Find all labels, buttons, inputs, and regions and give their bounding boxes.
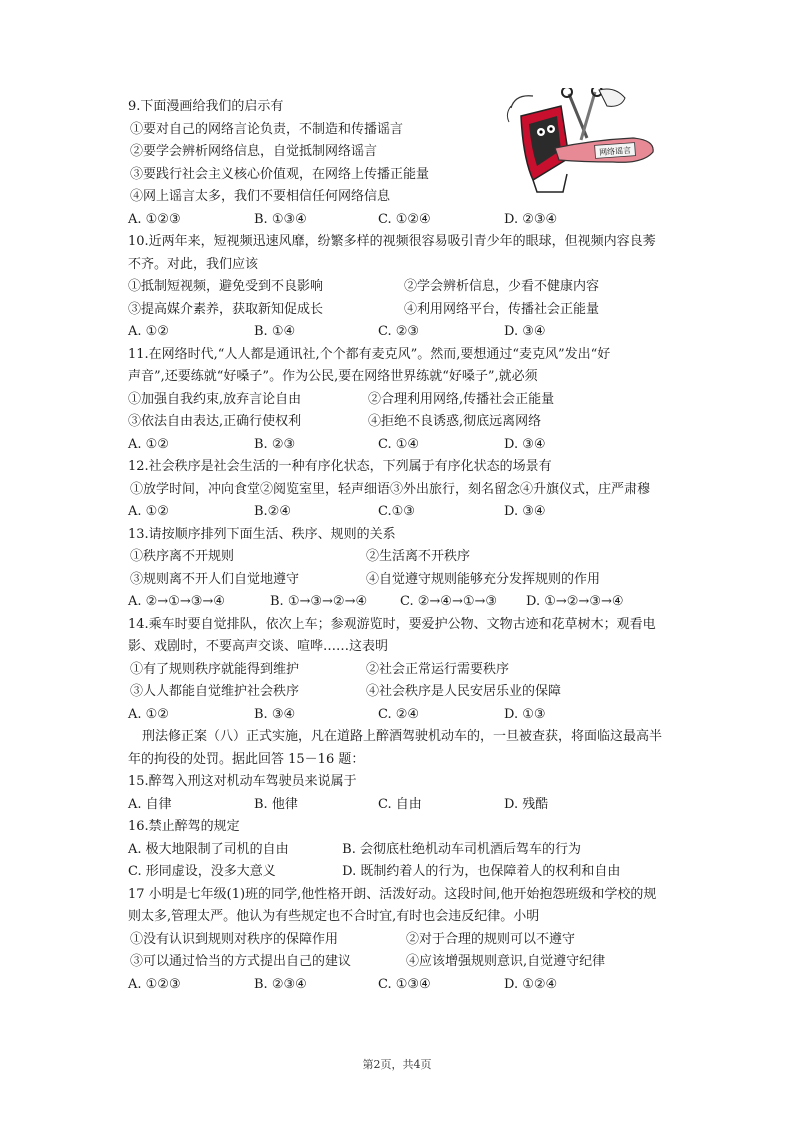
- q10-statement-4: ④利用网络平台，传播社会正能量: [404, 301, 600, 317]
- q9-option-a: A. ①②③: [128, 211, 181, 227]
- q16-option-a: A. 极大地限制了司机的自由: [128, 841, 289, 857]
- q15-options: [128, 794, 688, 817]
- q9-stem: 9.下面漫画给我们的启示有: [128, 99, 284, 114]
- q9-option-d: D. ②③④: [504, 211, 558, 227]
- q14-statement-3: ③人人都能自觉维护社会秩序: [130, 684, 300, 699]
- q14-options: [128, 704, 688, 727]
- q10-statements-row-1: [128, 276, 688, 299]
- q12-option-a: A. ①②: [128, 504, 169, 519]
- q15-16-intro-line-2: 年的拘役的处罚。据此回答 15－16 题：: [128, 751, 365, 767]
- q12-statements: ①放学时间，冲向食堂②阅览室里，轻声细语③外出旅行，刻名留念④升旗仪式，庄严肃穆: [130, 481, 651, 497]
- q10-option-d: D. ③④: [504, 324, 546, 339]
- q13-options: [128, 591, 688, 614]
- q13-statement-1: ①秩序离不开规则: [130, 549, 235, 564]
- q11-statement-3: ③依法自由表达,正确行使权利: [128, 414, 302, 429]
- q14-statement-4: ④社会秩序是人民安居乐业的保障: [366, 684, 562, 699]
- q10-option-c: C. ②③: [378, 324, 420, 339]
- q17-option-b: B. ②③④: [254, 976, 307, 992]
- q13-statements-row-1: [128, 546, 688, 569]
- q16-options-row-1: [128, 839, 688, 862]
- q13-statements-row-2: [128, 569, 688, 592]
- q13-statement-2: ②生活离不开秩序: [366, 549, 471, 564]
- q10-statement-1: ①抵制短视频，避免受到不良影响: [128, 279, 324, 294]
- q9-statement-3: ③要践行社会主义核心价值观，在网络上传播正能量: [130, 166, 430, 182]
- q17-stem-line-2: 则太多,管理太严。他认为有些规定也不合时宜,有时也会违反纪律。小明: [128, 909, 540, 924]
- q14-option-b: B. ③④: [254, 706, 296, 722]
- q15-option-b: B. 他律: [254, 796, 298, 812]
- q10-option-a: A. ①②: [128, 324, 169, 339]
- q14-option-d: D. ①③: [504, 706, 546, 722]
- q13-stem: 13.请按顺序排列下面生活、秩序、规则的关系: [128, 526, 396, 542]
- q10-stem-line-1: 10.近两年来，短视频迅速风靡，纷繁多样的视频很容易吸引青少年的眼球，但视频内容良莠: [128, 234, 656, 249]
- q14-stem-line-2: 影、戏剧时，不要高声交谈、喧哗……这表明: [128, 639, 389, 654]
- q13-option-d: D. ①→②→③→④: [526, 594, 624, 609]
- q10-options: [128, 321, 688, 344]
- q17-statements-row-2: [128, 951, 688, 974]
- q11-statement-2: ②合理利用网络,传播社会正能量: [368, 391, 555, 407]
- q14-statement-1: ①有了规则秩序就能得到维护: [130, 661, 300, 677]
- q14-statements-row-2: [128, 681, 688, 704]
- q9-option-c: C. ①②④: [378, 211, 431, 227]
- q10-statements-row-2: [128, 299, 688, 322]
- q15-option-d: D. 残酷: [504, 796, 549, 812]
- q17-statement-2: ②对于合理的规则可以不遵守: [406, 931, 576, 947]
- q17-statement-4: ④应该增强规则意识,自觉遵守纪律: [406, 954, 606, 969]
- q12-option-b: B.②④: [254, 504, 291, 519]
- q17-statement-1: ①没有认识到规则对秩序的保障作用: [130, 931, 339, 947]
- q15-option-a: A. 自律: [128, 796, 172, 812]
- q9-statement-2: ②要学会辨析网络信息，自觉抵制网络谣言: [130, 144, 378, 159]
- q9-statement-4: ④网上谣言太多，我们不要相信任何网络信息: [130, 189, 391, 204]
- q16-option-d: D. 既制约着人的行为，也保障着人的权利和自由: [342, 864, 621, 879]
- q10-stem-line-2: 不齐。对此，我们应该: [128, 256, 259, 272]
- q14-statements-row-1: [128, 659, 688, 682]
- q16-stem: 16.禁止醉驾的规定: [128, 819, 240, 834]
- q17-statement-3: ③可以通过恰当的方式提出自己的建议: [130, 954, 352, 969]
- q15-16-intro-line-1: 刑法修正案（八）正式实施，凡在道路上醉酒驾驶机动车的，一旦被查获，将面临这最高半: [142, 729, 663, 744]
- q11-option-b: B. ②③: [254, 436, 296, 452]
- q13-statement-4: ④自觉遵守规则能够充分发挥规则的作用: [366, 571, 601, 587]
- questions-content: [128, 96, 688, 996]
- q10-option-b: B. ①④: [254, 324, 296, 339]
- q17-option-a: A. ①②③: [128, 976, 181, 992]
- q12-options: [128, 501, 688, 524]
- q12-option-c: C.①③: [378, 504, 415, 519]
- q15-stem: 15.醉驾入刑这对机动车驾驶员来说属于: [128, 774, 357, 789]
- q10-statement-3: ③提高媒介素养，获取新知促成长: [128, 301, 324, 317]
- q16-option-c: C. 形同虚设，没多大意义: [128, 864, 276, 879]
- page-number-footer: 第2页，共4页: [362, 1058, 432, 1071]
- q11-statements-row-1: [128, 389, 688, 412]
- q17-option-d: D. ①②④: [504, 976, 558, 992]
- q11-statements-row-2: [128, 411, 688, 434]
- q17-option-c: C. ①③④: [378, 976, 431, 992]
- q16-options-row-2: [128, 861, 688, 884]
- q13-option-b: B. ①→③→②→④: [270, 594, 368, 609]
- q13-statement-3: ③规则离不开人们自觉地遵守: [130, 571, 300, 587]
- q9-statement-1: ①要对自己的网络言论负责，不制造和传播谣言: [130, 121, 404, 137]
- q14-statement-2: ②社会正常运行需要秩序: [366, 661, 510, 677]
- q9-options: [128, 209, 688, 232]
- q11-option-c: C. ①④: [378, 436, 420, 452]
- q11-option-a: A. ①②: [128, 436, 169, 452]
- q17-statements-row-1: [128, 929, 688, 952]
- q16-option-b: B. 会彻底杜绝机动车司机酒后驾车的行为: [342, 841, 581, 857]
- q13-option-a: A. ②→①→③→④: [128, 594, 225, 609]
- q11-stem-line-1: 11.在网络时代,“人人都是通讯社,个个都有麦克风”。然而,要想通过“麦克风”发出“好: [128, 346, 611, 362]
- q14-stem-line-1: 14.乘车时要自觉排队，依次上车；参观游览时，要爱护公物、文物古迹和花草树木；观看电: [128, 616, 656, 632]
- q17-stem-line-1: 17 小明是七年级(1)班的同学,他性格开朗、活泼好动。这段时间,他开始抱怨班级和学校的规: [128, 886, 657, 902]
- q9-option-b: B. ①③④: [254, 211, 307, 227]
- q11-statement-4: ④拒绝不良诱惑,彻底远离网络: [368, 414, 542, 429]
- q10-statement-2: ②学会辨析信息，少看不健康内容: [404, 279, 600, 294]
- q11-stem-line-2: 声音”,还要练就“好嗓子”。作为公民,要在网络世界练就“好嗓子”,就必须: [128, 369, 538, 384]
- q13-option-c: C. ②→④→①→③: [400, 594, 498, 609]
- q15-option-c: C. 自由: [378, 796, 422, 812]
- q11-option-d: D. ③④: [504, 436, 546, 452]
- q14-option-a: A. ①②: [128, 706, 169, 722]
- q11-options: [128, 434, 688, 457]
- q12-stem: 12.社会秩序是社会生活的一种有序化状态，下列属于有序化状态的场景有: [128, 459, 552, 474]
- q17-options: [128, 974, 688, 997]
- q14-option-c: C. ②④: [378, 706, 420, 722]
- cartoon-label: 网络谣言: [598, 145, 632, 158]
- q11-statement-1: ①加强自我约束,放弃言论自由: [128, 391, 302, 407]
- q12-option-d: D. ③④: [504, 504, 546, 519]
